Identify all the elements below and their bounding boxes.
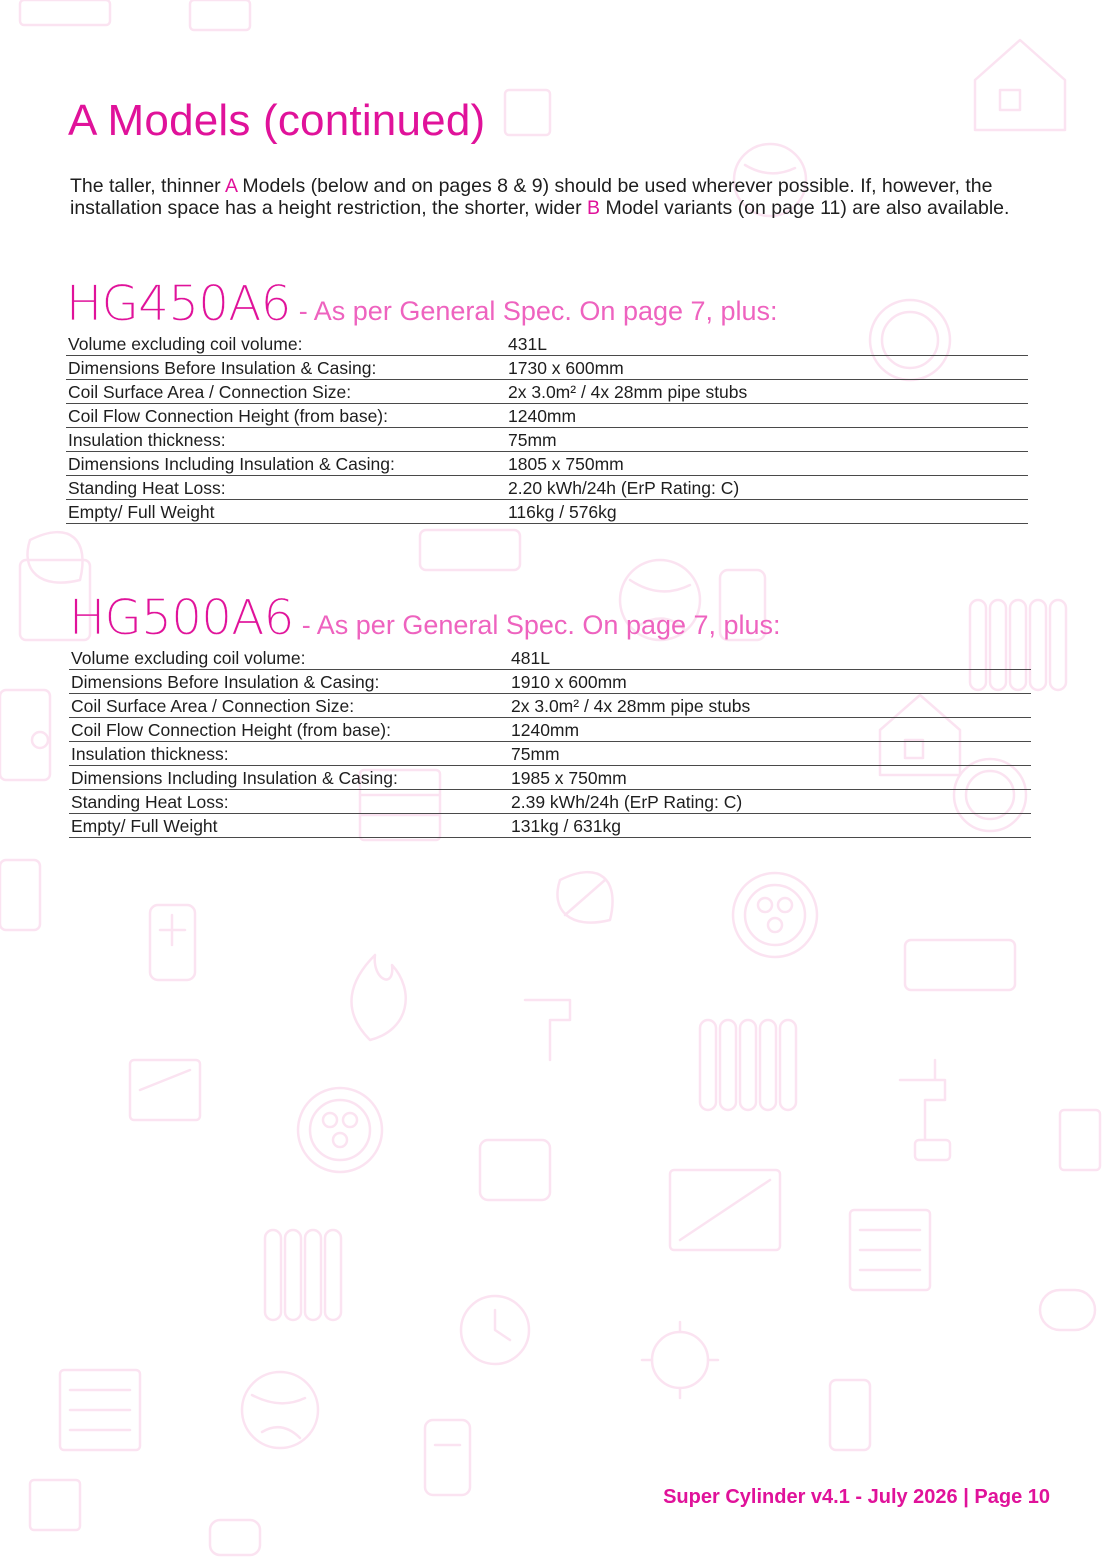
spec-table [69,646,1031,838]
spec-label: Dimensions Including Insulation & Casing: [69,766,509,790]
spec-value: 2x 3.0m² / 4x 28mm pipe stubs [509,694,1031,718]
spec-heading [69,590,1031,646]
spec-label: Coil Flow Connection Height (from base): [69,718,509,742]
intro-text: The taller, thinner [70,175,226,197]
page-footer: Super Cylinder v4.1 - July 2026 | Page 10 [663,1486,1050,1508]
spec-section-hg450a6 [66,276,1028,524]
spec-value: 2.39 kWh/24h (ErP Rating: C) [509,790,1031,814]
spec-label: Insulation thickness: [69,742,509,766]
table-row [69,814,1031,838]
spec-value: 131kg / 631kg [509,814,1031,838]
spec-section-hg500a6 [69,590,1031,838]
table-row [69,718,1031,742]
table-row [69,766,1031,790]
spec-value: 75mm [509,742,1031,766]
spec-value: 1240mm [509,718,1031,742]
spec-label: Dimensions Before Insulation & Casing: [66,356,506,380]
spec-label: Empty/ Full Weight [69,814,509,838]
spec-label: Coil Surface Area / Connection Size: [66,380,506,404]
table-row [69,790,1031,814]
spec-value: 1805 x 750mm [506,452,1028,476]
model-subtitle: - As per General Spec. On page 7, plus: [301,610,781,640]
spec-value: 116kg / 576kg [506,500,1028,524]
spec-value: 2x 3.0m² / 4x 28mm pipe stubs [506,380,1028,404]
table-row [66,500,1028,524]
spec-heading [66,276,1028,332]
model-name: HG450A6 [66,276,291,332]
spec-label: Insulation thickness: [66,428,506,452]
spec-value: 431L [506,332,1028,356]
spec-label: Dimensions Including Insulation & Casing: [66,452,506,476]
spec-value: 1240mm [506,404,1028,428]
spec-table [66,332,1028,524]
intro-paragraph [70,176,1030,219]
spec-label: Standing Heat Loss: [66,476,506,500]
spec-label: Dimensions Before Insulation & Casing: [69,670,509,694]
spec-value: 481L [509,646,1031,670]
spec-label: Volume excluding coil volume: [69,646,509,670]
page-title: A Models (continued) [68,96,486,145]
spec-value: 1730 x 600mm [506,356,1028,380]
table-row [66,356,1028,380]
spec-label: Standing Heat Loss: [69,790,509,814]
table-row [69,742,1031,766]
table-row [69,670,1031,694]
spec-value: 75mm [506,428,1028,452]
spec-value: 2.20 kWh/24h (ErP Rating: C) [506,476,1028,500]
table-row [66,380,1028,404]
spec-label: Coil Surface Area / Connection Size: [69,694,509,718]
spec-label: Volume excluding coil volume: [66,332,506,356]
model-name: HG500A6 [69,590,294,646]
table-row [66,476,1028,500]
table-row [66,404,1028,428]
intro-text: Models (below and on pages 8 & 9) should be used wherever possible. If, however, the installation space has a height restriction, the shorter, wider [70,175,993,219]
spec-label: Empty/ Full Weight [66,500,506,524]
table-row [66,452,1028,476]
model-a-letter: A [225,175,237,197]
table-row [69,646,1031,670]
table-row [66,428,1028,452]
intro-text: Model variants (on page 11) are also available. [600,196,1010,219]
model-subtitle: - As per General Spec. On page 7, plus: [298,296,778,326]
table-row [66,332,1028,356]
table-row [69,694,1031,718]
spec-value: 1985 x 750mm [509,766,1031,790]
spec-label: Coil Flow Connection Height (from base): [66,404,506,428]
spec-value: 1910 x 600mm [509,670,1031,694]
model-b-letter: B [587,196,601,219]
